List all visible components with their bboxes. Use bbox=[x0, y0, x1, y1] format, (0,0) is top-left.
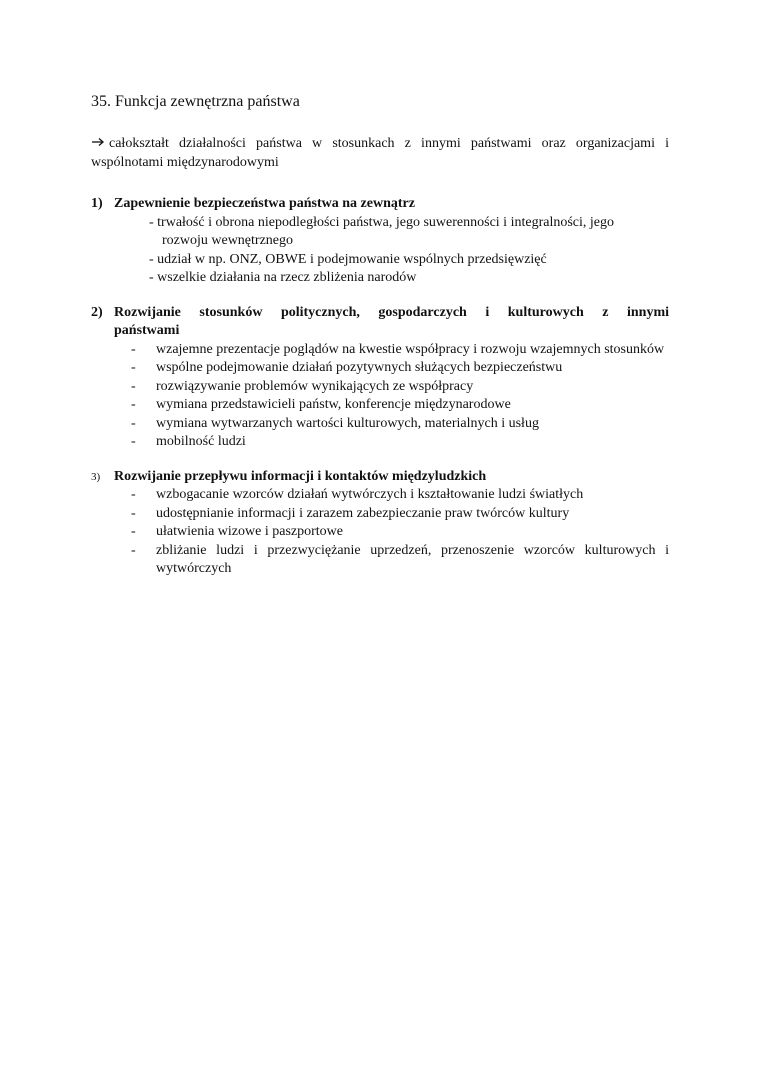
section-3 bbox=[91, 468, 669, 579]
list-dash: - bbox=[131, 341, 136, 357]
list-item-text: wspólne podejmowanie działań pozytywnych służących bezpieczeństwu bbox=[156, 360, 563, 375]
section-3-heading: Rozwijanie przepływu informacji i kontaktów międzyludzkich bbox=[114, 468, 487, 484]
intro-paragraph bbox=[91, 134, 669, 172]
section-1-list bbox=[91, 214, 669, 288]
list-item bbox=[131, 486, 669, 505]
list-dash: - bbox=[131, 487, 136, 502]
list-item bbox=[131, 523, 669, 542]
list-item bbox=[131, 359, 669, 378]
intro-text: całokształt działalności państwa w stosunkach z innymi państwami oraz organizacjami i wspólnotami międzynarodowymi bbox=[91, 136, 669, 170]
section-1 bbox=[91, 195, 669, 288]
right-arrow-icon bbox=[91, 134, 109, 153]
list-item-text: - trwałość i obrona niepodległości państwa, jego suwerenności i integralności, jego bbox=[149, 214, 614, 230]
section-2-heading-line2: państwami bbox=[114, 323, 180, 338]
list-item-text: rozwiązywanie problemów wynikających ze współpracy bbox=[156, 378, 474, 394]
list-item bbox=[131, 415, 669, 434]
list-item-text: wzajemne prezentacje poglądów na kwestie współpracy i rozwoju wzajemnych stosunków bbox=[156, 341, 665, 357]
section-2-list bbox=[91, 341, 669, 452]
list-dash: - bbox=[131, 360, 136, 375]
list-dash: - bbox=[131, 524, 136, 539]
list-item-text: ułatwienia wizowe i paszportowe bbox=[156, 524, 343, 539]
list-item bbox=[148, 214, 669, 251]
list-item bbox=[131, 396, 669, 415]
list-dash: - bbox=[131, 415, 136, 431]
list-item-text: zbliżanie ludzi i przezwyciężanie uprzedzeń, przenoszenie wzorców kulturowych i wytwórczych bbox=[156, 542, 669, 576]
list-item bbox=[131, 378, 669, 397]
list-item-text: wymiana wytwarzanych wartości kulturowych, materialnych i usług bbox=[156, 415, 539, 431]
list-item-text: wymiana przedstawicieli państw, konferencje międzynarodowe bbox=[156, 397, 511, 412]
list-dash: - bbox=[131, 378, 136, 394]
list-item bbox=[131, 341, 669, 360]
document-page bbox=[91, 92, 669, 579]
list-item bbox=[148, 269, 669, 288]
list-item-continuation: rozwoju wewnętrznego bbox=[162, 233, 294, 248]
page-title: 35. Funkcja zewnętrzna państwa bbox=[91, 93, 300, 110]
list-item-text: - wszelkie działania na rzecz zbliżenia narodów bbox=[149, 270, 417, 285]
list-dash: - bbox=[131, 542, 136, 558]
section-3-list bbox=[91, 486, 669, 579]
section-2-heading-line1: Rozwijanie stosunków politycznych, gospodarczych i kulturowych z innymi bbox=[114, 304, 669, 320]
list-dash: - bbox=[131, 505, 136, 521]
list-item-text: wzbogacanie wzorców działań wytwórczych i kształtowanie ludzi światłych bbox=[156, 487, 584, 502]
list-item bbox=[131, 433, 669, 452]
list-item-text: mobilność ludzi bbox=[156, 434, 246, 449]
list-item bbox=[148, 251, 669, 270]
section-1-heading: Zapewnienie bezpieczeństwa państwa na zewnątrz bbox=[114, 196, 415, 211]
list-item-text: udostępnianie informacji i zarazem zabezpieczanie praw twórców kultury bbox=[156, 505, 570, 521]
list-item bbox=[131, 542, 669, 579]
section-2 bbox=[91, 304, 669, 452]
section-2-number: 2) bbox=[91, 304, 103, 320]
list-item bbox=[131, 505, 669, 524]
list-dash: - bbox=[131, 434, 136, 449]
list-dash: - bbox=[131, 397, 136, 412]
list-item-text: - udział w np. ONZ, OBWE i podejmowanie wspólnych przedsięwzięć bbox=[149, 251, 547, 267]
section-1-number: 1) bbox=[91, 196, 103, 211]
section-3-number: 3) bbox=[91, 470, 101, 483]
